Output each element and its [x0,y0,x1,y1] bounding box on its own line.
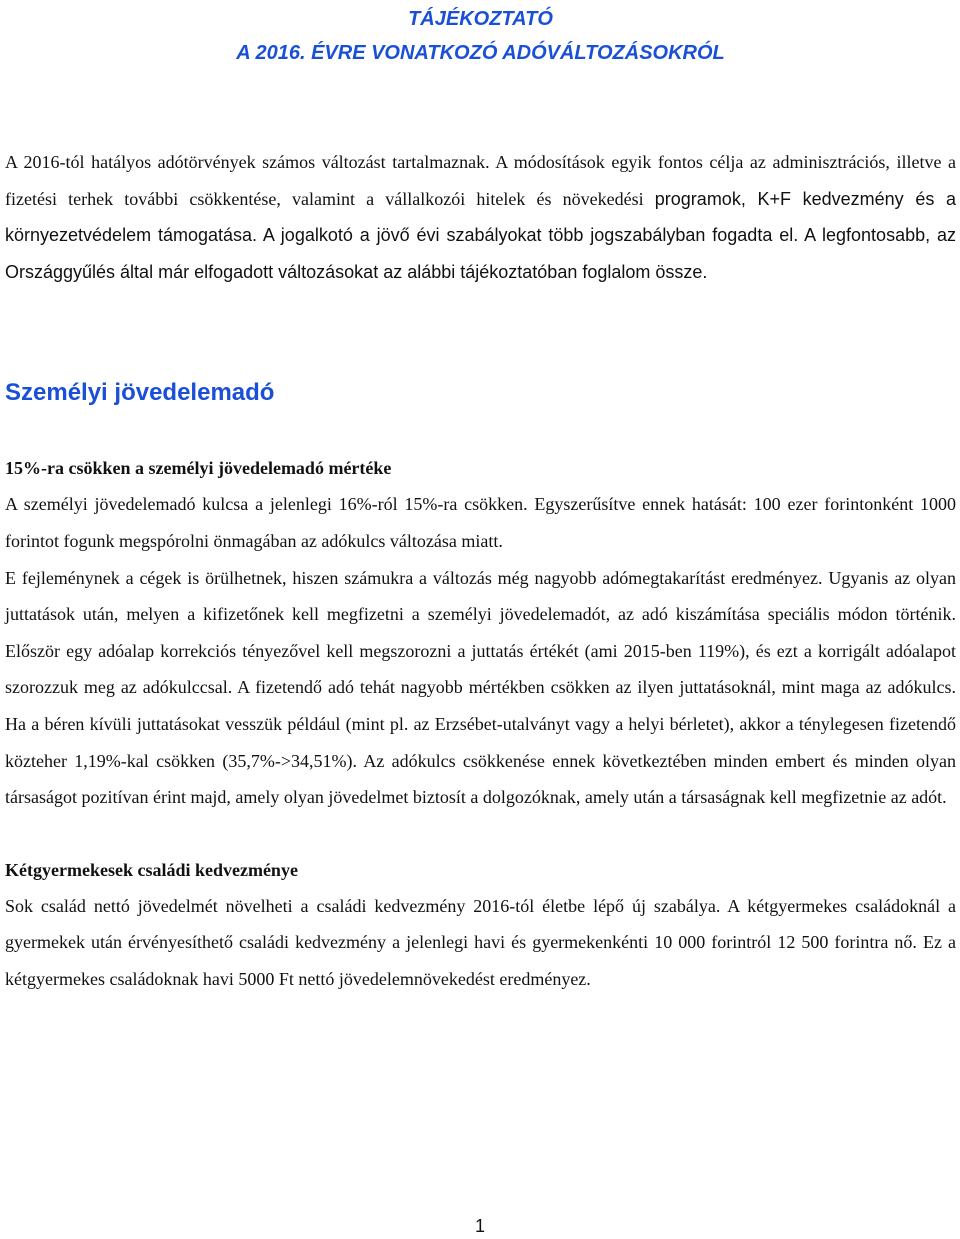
family-paragraph: Sok család nettó jövedelmét növelheti a családi kedvezmény 2016-tól életbe lépő új szabálya. A kétgyermekes családoknál a gyermekek után érvényesíthető családi kedvezmény a jelenlegi havi és gyermekenkénti 10 000 forintról 12 500 forintra nő. Ez a kétgyermekes családoknak havi 5000 Ft nettó jövedelemnövekedést eredményez. [5,895,956,989]
intro-paragraph [5,144,956,290]
document-page [5,0,956,998]
intro-part1: A 2016-tól hatályos adótörvények számos változást tartalmaznak. A módosítások egyik fontos célja az adminisztrációs, illetve a fizetési terhek további csökkentése, valamint a vállalkozói hitelek és növekedési [5,152,956,209]
szja-paragraph-2: E fejleménynek a cégek is örülhetnek, hiszen számukra a változás még nagyobb adómegtakarítást eredményez. Ugyanis az olyan juttatások után, melyen a kifizetőnek kell megfizetni a személyi jövedelemadót, az adó kiszámítása speciális módon történik. Először egy adóalap korrekciós tényezővel kell megszorozni a juttatás értékét (ami 2015-ben 119%), és ezt a korrigált adóalapot szorozzuk meg az adókulccsal. A fizetendő adó tehát nagyobb mértékben csökken az ilyen juttatásoknál, mint maga az adókulcs. Ha a béren kívüli juttatásokat vesszük például (mint pl. az Erzsébet-utalványt vagy a helyi bérletet), akkor a ténylegesen fizetendő közteher 1,19%-kal csökken (35,7%->34,51%). Az adókulcs csökkenése ennek következtében minden embert és minden olyan társaságot pozitívan érint majd, amely olyan jövedelmet biztosít a dolgozóknak, amely után a társaságnak kell megfizetnie az adót. [5,567,956,808]
document-title-line1: TÁJÉKOZTATÓ [408,8,553,30]
szja-heading: 15%-ra csökken a személyi jövedelemadó mértéke [5,458,392,479]
family-heading: Kétgyermekesek családi kedvezménye [5,859,298,880]
document-title-line2: A 2016. ÉVRE VONATKOZÓ ADÓVÁLTOZÁSOKRÓL [236,42,725,64]
intro-part2: programok, K+F kedvezmény és a környezetvédelem támogatása. A jogalkotó a jövő évi szabályokat több jogszabályban fogadta el. A legfontosabb, az Országgyűlés által már elfogadott változásokat az alábbi tájékoztatóban foglalom össze. [5,188,956,282]
section-title-szja: Személyi jövedelemadó [5,379,275,407]
szja-paragraph-1: A személyi jövedelemadó kulcsa a jelenlegi 16%-ról 15%-ra csökken. Egyszerűsítve ennek hatását: 100 ezer forintonként 1000 forintot fogunk megspórolni önmagában az adókulcs változása miatt. [5,494,956,551]
page-number: 1 [474,1216,485,1236]
